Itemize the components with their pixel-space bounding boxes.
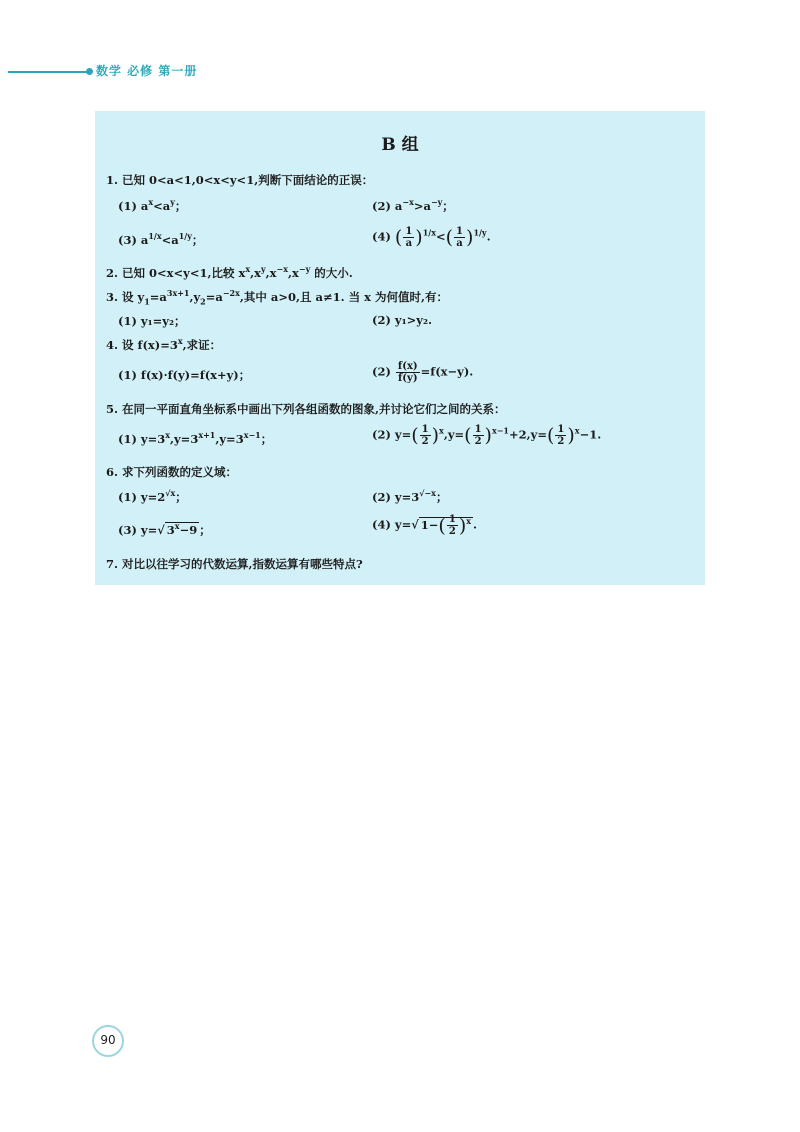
header-dot — [86, 68, 93, 75]
q2-stem: 2. 已知 0<x<y<1,比较 $x^x,x^y,x^{-x},x^{-y}$ 的大小. — [106, 264, 353, 280]
header-rule — [8, 71, 88, 73]
q1-stem: 1. 已知 0<a<1,0<x<y<1,判断下面结论的正误： — [106, 173, 374, 187]
q6-part2: (2) $y=3^{√-x}$； — [372, 488, 448, 504]
q5-part2: (2) y=( $\frac{1}{2}$ )$^x$,y=( $\frac{1}{2}$ )$^{x-1}$+2,y=( $\frac{1}{2}$ )$^x$−1. — [372, 424, 602, 447]
q1-part3: (3) $a^{1/x}<a^{1/y}$； — [118, 231, 204, 247]
q4-stem: 4. 设 $f(x)=3^x$,求证： — [106, 336, 222, 352]
q4-part2: (2) $\frac{f(x)}{f(y)}$ =f(x−y). — [372, 361, 474, 384]
q6-stem: 6. 求下列函数的定义域： — [106, 465, 238, 479]
q4-part1: (1) f(x)·f(y)=f(x+y)； — [118, 368, 251, 382]
q6-part4: (4) y=√ 1−( $\frac{1}{2}$ )$^x$ . — [372, 514, 478, 537]
q1-part4: (4) ( $\frac{1}{a}$ )$^{1/x}$<( $\frac{1}{a}$ )$^{1/y}$. — [372, 226, 491, 249]
q3-part2: (2) y₁>y₂. — [372, 313, 432, 327]
q6-part3: (3) y=√ $3^x-9$ ； — [118, 521, 211, 537]
section-title: B 组 — [381, 135, 419, 155]
q5-stem: 5. 在同一平面直角坐标系中画出下列各组函数的图象,并讨论它们之间的关系： — [106, 402, 506, 416]
running-header: 数学 必修 第一册 — [96, 64, 198, 78]
page-number: 90 — [100, 1033, 116, 1047]
q1-part2: (2) $a^{-x}>a^{-y}$； — [372, 197, 454, 213]
q1-part1: (1) $a^x<a^y$； — [118, 197, 187, 213]
q3-part1: (1) y₁=y₂； — [118, 314, 186, 328]
q7-stem: 7. 对比以往学习的代数运算,指数运算有哪些特点? — [106, 557, 363, 571]
q5-part1: (1) $y=3^x,y=3^{x+1},y=3^{x-1}$； — [118, 430, 273, 446]
q6-part1: (1) $y=2^{√x}$； — [118, 488, 187, 504]
q3-stem: 3. 设 $y_1=a^{3x+1},y_2=a^{-2x}$,其中 a>0,且 a≠1. 当 x 为何值时,有： — [106, 288, 448, 307]
